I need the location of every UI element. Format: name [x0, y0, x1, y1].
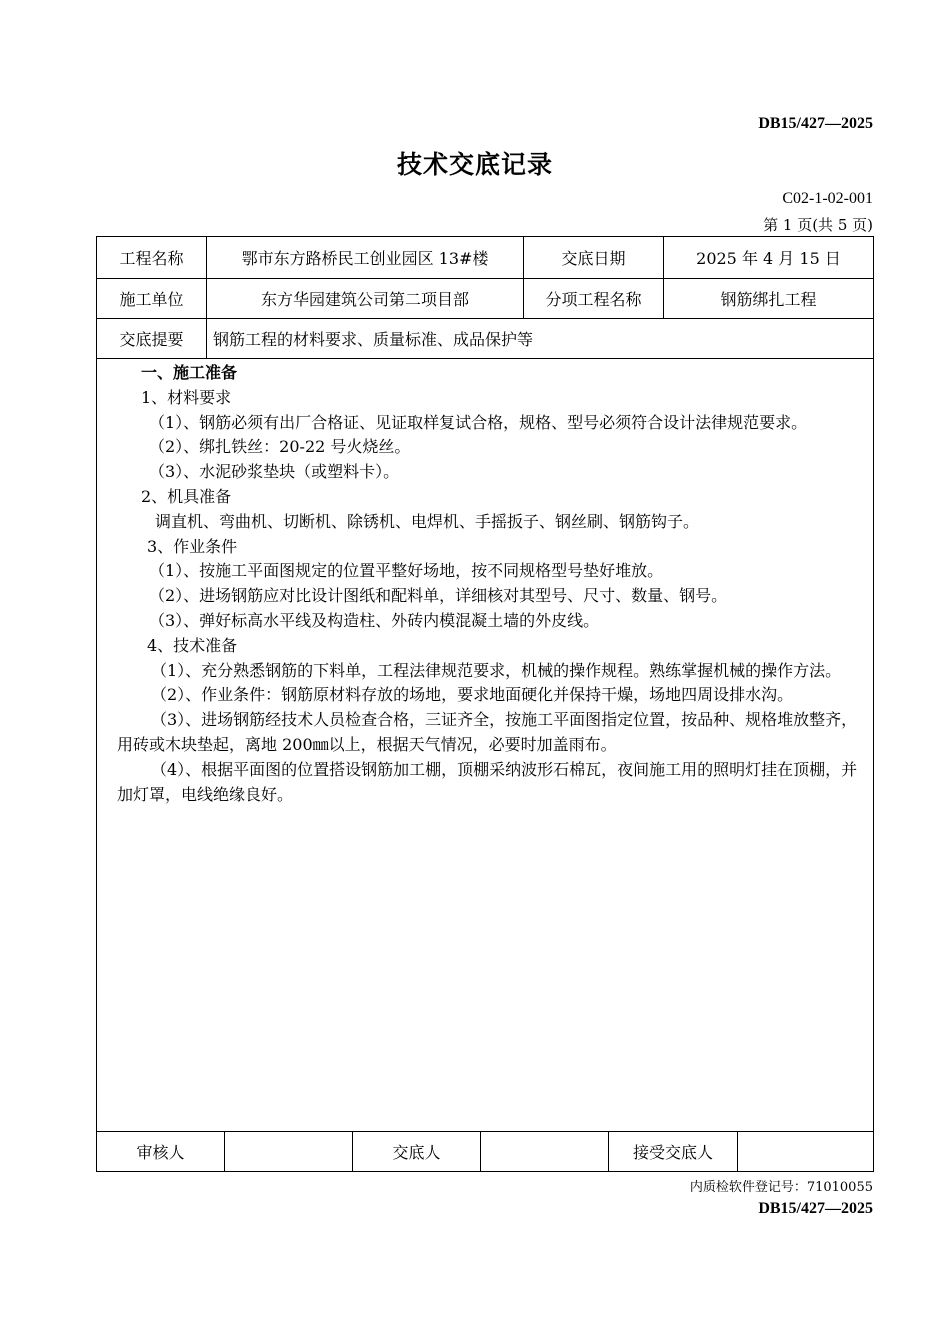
- paragraph: [117, 411, 861, 436]
- paragraph: （4）、根据平面图的位置搭设钢筋加工棚，顶棚采纳波形石棉瓦，夜间施工用的照明灯挂在顶棚，并加灯罩，电线绝缘良好。: [117, 759, 858, 804]
- reviewer-field[interactable]: [225, 1132, 353, 1172]
- row-unit: [97, 279, 874, 319]
- row-summary: [97, 319, 874, 359]
- paragraph: （1）、按施工平面图规定的位置平整好场地，按不同规格型号垫好堆放。: [149, 561, 664, 581]
- subsection-heading: 2、机具准备: [141, 486, 232, 506]
- row-content: [97, 359, 874, 1132]
- discloser-label: 交底人: [353, 1132, 481, 1172]
- reviewer-label: 审核人: [97, 1132, 225, 1172]
- page-info: 第 1 页(共 5 页): [763, 216, 873, 234]
- summary-label: 交底提要: [97, 319, 207, 359]
- subsection-heading: 1、材料要求: [141, 387, 232, 407]
- form-code: C02-1-02-001: [782, 190, 873, 207]
- subsection-heading: 3、作业条件: [147, 536, 238, 556]
- row-project: [97, 237, 874, 279]
- unit-value: 东方华园建筑公司第二项目部: [207, 279, 524, 319]
- paragraph: （3）、弹好标高水平线及构造柱、外砖内模混凝土墙的外皮线。: [149, 610, 600, 630]
- content-body: [97, 359, 874, 1132]
- summary-value: 钢筋工程的材料要求、质量标准、成品保护等: [207, 319, 874, 359]
- project-name-value: 鄂市东方路桥民工创业园区 13#楼: [207, 237, 524, 279]
- date-value: 2025 年 4 月 15 日: [664, 237, 874, 279]
- signature-table: [96, 1131, 874, 1172]
- paragraph: （3）、进场钢筋经技术人员检查合格，三证齐全，按施工平面图指定位置，按品种、规格堆放整齐，用砖或木块垫起，离地 200㎜以上，根据天气情况，必要时加盖雨布。: [117, 710, 858, 754]
- receiver-field[interactable]: [738, 1132, 874, 1172]
- subproject-label: 分项工程名称: [524, 279, 664, 319]
- record-table: [96, 236, 874, 1132]
- unit-label: 施工单位: [97, 279, 207, 319]
- registration-number: 内质检软件登记号：71010055: [689, 1180, 873, 1195]
- subsection-heading: 4、技术准备: [147, 635, 238, 655]
- paragraph: （1）、充分熟悉钢筋的下料单，工程法律规范要求，机械的操作规程。熟练掌握机械的操作方法。: [151, 660, 842, 680]
- paragraph: （2）、绑扎铁丝：20-22 号火烧丝。: [149, 437, 411, 457]
- paragraph: （2）、进场钢筋应对比设计图纸和配料单，详细核对其型号、尺寸、数量、钢号。: [149, 586, 728, 606]
- subproject-value: 钢筋绑扎工程: [664, 279, 874, 319]
- standard-code-top: DB15/427—2025: [758, 115, 873, 132]
- paragraph-text: （1）、钢筋必须有出厂合格证、见证取样复试合格，规格、型号必须符合设计法律规范要求。: [149, 412, 808, 432]
- standard-code-bottom: DB15/427—2025: [758, 1200, 873, 1217]
- paragraph: （3）、水泥砂浆垫块（或塑料卡）。: [149, 462, 400, 482]
- paragraph: 调直机、弯曲机、切断机、除锈机、电焊机、手摇扳子、钢丝刷、钢筋钩子。: [155, 511, 700, 531]
- document-title: 技术交底记录: [396, 150, 553, 179]
- section-heading: 一、施工准备: [141, 363, 238, 382]
- date-label: 交底日期: [524, 237, 664, 279]
- signature-row: [97, 1132, 874, 1172]
- paragraph: （2）、作业条件：钢筋原材料存放的场地，要求地面硬化并保持干燥，场地四周设排水沟。: [151, 685, 794, 705]
- project-name-label: 工程名称: [97, 237, 207, 279]
- receiver-label: 接受交底人: [609, 1132, 738, 1172]
- discloser-field[interactable]: [481, 1132, 609, 1172]
